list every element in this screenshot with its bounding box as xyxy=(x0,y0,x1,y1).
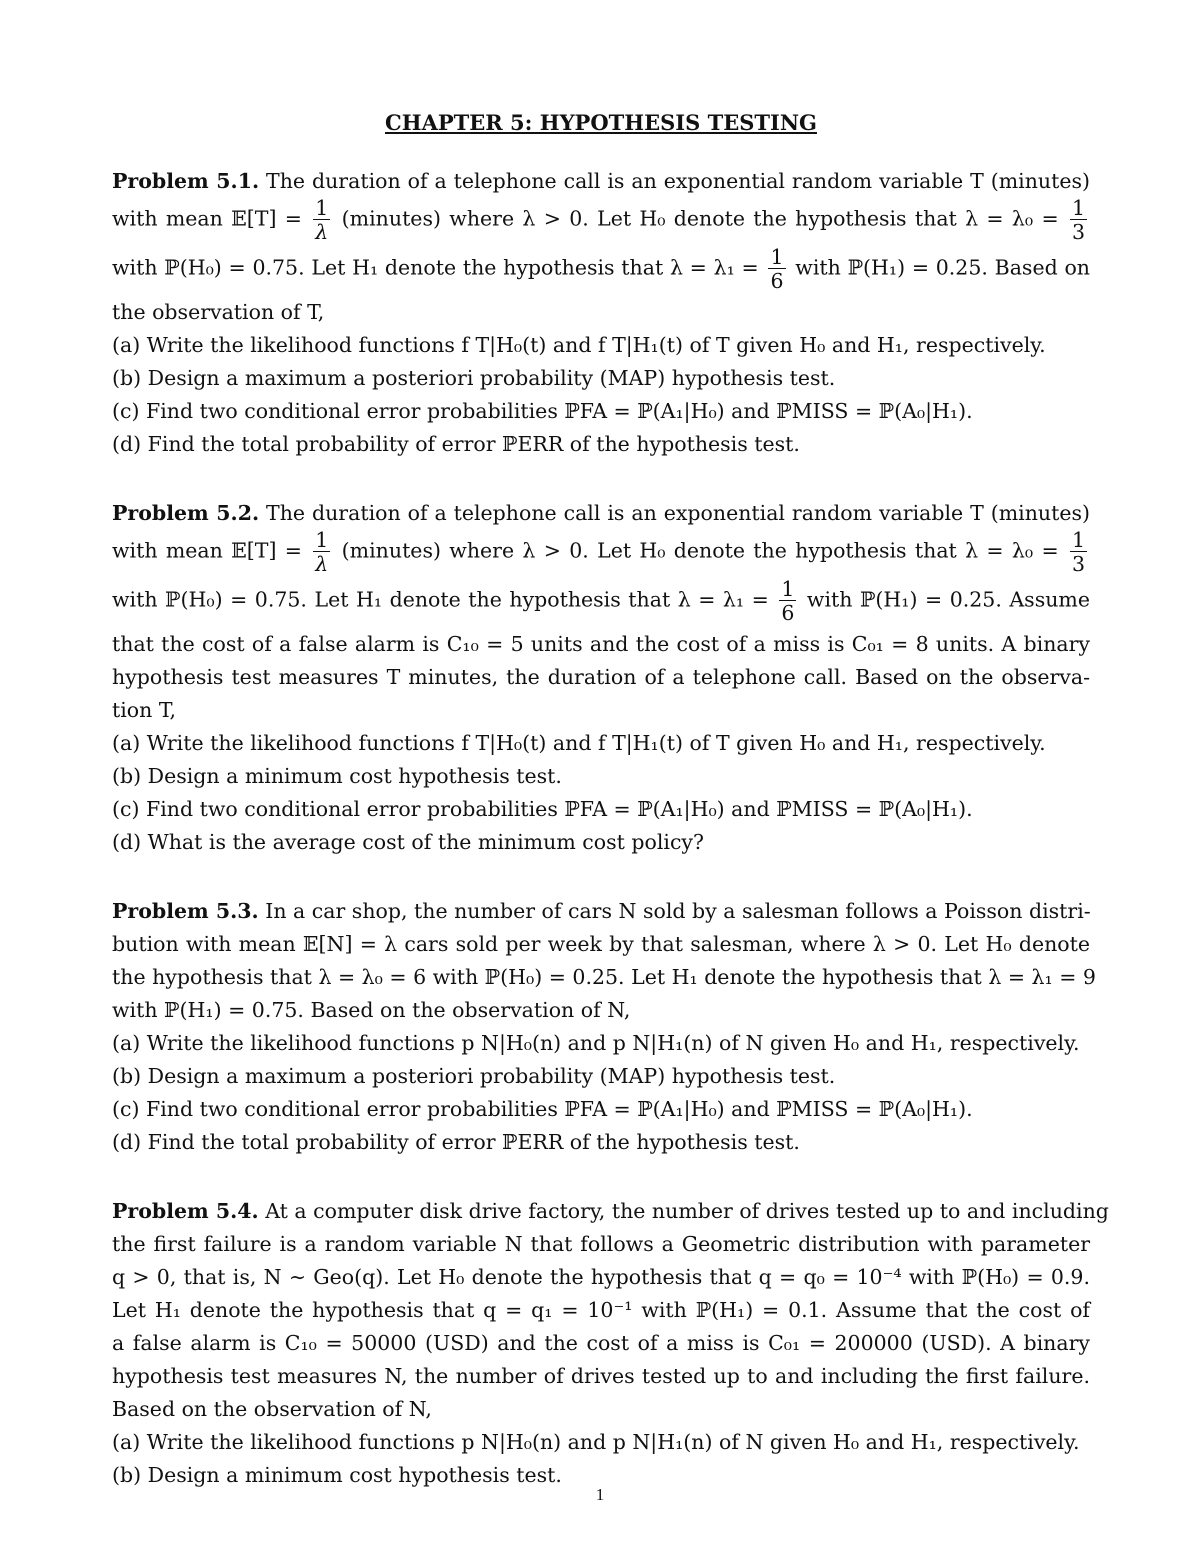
problem-part-a: (a) Write the likelihood functions f T|H₀(t) and f T|H₁(t) of T given H₀ and H₁, respectively. xyxy=(112,731,1046,755)
problem-text-line: a false alarm is C₁₀ = 50000 (USD) and the cost of a miss is C₀₁ = 200000 (USD). A binary xyxy=(112,1331,1090,1355)
problem-label: Problem 5.4. xyxy=(112,1199,259,1223)
problem-text: In a car shop, the number of cars N sold by a salesman follows a Poisson distri- xyxy=(265,899,1091,923)
fraction-lambda0 xyxy=(1070,530,1087,574)
problem-intro-line xyxy=(112,165,1090,198)
problem-text: with mean 𝔼[T] = xyxy=(112,206,302,231)
fraction-lambda0 xyxy=(1070,198,1087,242)
problem-part-a: (a) Write the likelihood functions f T|H₀(t) and f T|H₁(t) of T given H₀ and H₁, respectively. xyxy=(112,333,1046,357)
problem-intro-line xyxy=(112,1195,1109,1228)
chapter-title: CHAPTER 5: HYPOTHESIS TESTING xyxy=(385,110,817,135)
fraction-denominator: λ xyxy=(315,219,329,244)
fraction-denominator: 3 xyxy=(1071,551,1085,576)
problem-text-line: the first failure is a random variable N that follows a Geometric distribution with parameter xyxy=(112,1232,1090,1256)
problem-part-d: (d) Find the total probability of error ℙERR of the hypothesis test. xyxy=(112,1130,800,1154)
problem-text-line: q > 0, that is, N ∼ Geo(q). Let H₀ denote the hypothesis that q = q₀ = 10⁻⁴ with ℙ(H₀) = 0.9. xyxy=(112,1265,1090,1289)
problem-text-line: bution with mean 𝔼[N] = λ cars sold per week by that salesman, where λ > 0. Let H₀ denote xyxy=(112,932,1090,956)
problem-mean-line xyxy=(112,198,1090,247)
fraction-mean xyxy=(313,198,330,242)
problem-text-line: hypothesis test measures T minutes, the duration of a telephone call. Based on the observa- xyxy=(112,665,1090,689)
problem-part-a: (a) Write the likelihood functions p N|H₀(n) and p N|H₁(n) of N given H₀ and H₁, respectively. xyxy=(112,1430,1080,1454)
page-number: 1 xyxy=(595,1485,605,1504)
document-page xyxy=(112,110,1109,1528)
problem-text-line: the observation of T, xyxy=(112,300,325,324)
problem-part-b: (b) Design a minimum cost hypothesis test. xyxy=(112,1463,562,1487)
problem-label: Problem 5.3. xyxy=(112,899,259,923)
fraction-lambda1 xyxy=(768,247,785,291)
problem-text-line: hypothesis test measures N, the number of drives tested up to and including the first failure. xyxy=(112,1364,1090,1388)
problem-part-c: (c) Find two conditional error probabilities ℙFA = ℙ(A₁|H₀) and ℙMISS = ℙ(A₀|H₁). xyxy=(112,797,973,821)
problem-5-4 xyxy=(112,1195,1109,1492)
problem-text-line: with ℙ(H₁) = 0.75. Based on the observation of N, xyxy=(112,998,631,1022)
problem-text: The duration of a telephone call is an exponential random variable T (minutes) xyxy=(266,501,1090,525)
problem-5-3 xyxy=(112,895,1096,1159)
fraction-numerator: 1 xyxy=(1071,196,1085,220)
problem-text: with ℙ(H₁) = 0.25. Based on xyxy=(795,255,1090,280)
fraction-denominator: 6 xyxy=(781,600,795,625)
problem-text-line: the hypothesis that λ = λ₀ = 6 with ℙ(H₀) = 0.25. Let H₁ denote the hypothesis that λ = λ₁ = 9 xyxy=(112,965,1096,989)
problem-5-1 xyxy=(112,165,1090,461)
fraction-numerator: 1 xyxy=(781,577,795,601)
problem-part-b: (b) Design a maximum a posteriori probability (MAP) hypothesis test. xyxy=(112,1064,836,1088)
problem-text: At a computer disk drive factory, the number of drives tested up to and including xyxy=(265,1199,1109,1223)
problem-part-d: (d) Find the total probability of error ℙERR of the hypothesis test. xyxy=(112,432,800,456)
problem-intro-line xyxy=(112,895,1090,928)
fraction-numerator: 1 xyxy=(770,245,784,269)
fraction-lambda1 xyxy=(779,579,796,623)
problem-label: Problem 5.2. xyxy=(112,501,260,525)
problem-intro-line xyxy=(112,497,1090,530)
problem-prior-line xyxy=(112,579,1090,628)
fraction-mean xyxy=(313,530,330,574)
problem-text-line: Based on the observation of N, xyxy=(112,1397,432,1421)
problem-text: with ℙ(H₀) = 0.75. Let H₁ denote the hypothesis that λ = λ₁ = xyxy=(112,255,759,280)
problem-text: with ℙ(H₁) = 0.25. Assume xyxy=(806,587,1090,612)
fraction-numerator: 1 xyxy=(1071,528,1085,552)
problem-part-b: (b) Design a maximum a posteriori probability (MAP) hypothesis test. xyxy=(112,366,836,390)
problem-part-d: (d) What is the average cost of the minimum cost policy? xyxy=(112,830,705,854)
problem-part-c: (c) Find two conditional error probabilities ℙFA = ℙ(A₁|H₀) and ℙMISS = ℙ(A₀|H₁). xyxy=(112,399,973,423)
fraction-denominator: 6 xyxy=(770,268,784,293)
problem-label: Problem 5.1. xyxy=(112,169,260,193)
problem-text-line: Let H₁ denote the hypothesis that q = q₁ = 10⁻¹ with ℙ(H₁) = 0.1. Assume that the cost of xyxy=(112,1298,1090,1322)
problem-text: with mean 𝔼[T] = xyxy=(112,538,302,563)
problem-5-2 xyxy=(112,497,1090,859)
fraction-numerator: 1 xyxy=(315,196,329,220)
problem-text-line: tion T, xyxy=(112,698,177,722)
fraction-numerator: 1 xyxy=(315,528,329,552)
fraction-denominator: 3 xyxy=(1071,219,1085,244)
problem-part-b: (b) Design a minimum cost hypothesis test. xyxy=(112,764,562,788)
problem-text: The duration of a telephone call is an exponential random variable T (minutes) xyxy=(266,169,1090,193)
problem-part-a: (a) Write the likelihood functions p N|H₀(n) and p N|H₁(n) of N given H₀ and H₁, respectively. xyxy=(112,1031,1080,1055)
problem-text: (minutes) where λ > 0. Let H₀ denote the hypothesis that λ = λ₀ = xyxy=(341,206,1059,231)
problem-prior-line xyxy=(112,247,1090,296)
problem-text-line: that the cost of a false alarm is C₁₀ = 5 units and the cost of a miss is C₀₁ = 8 units. A binary xyxy=(112,632,1090,656)
problem-mean-line xyxy=(112,530,1090,579)
problem-text: (minutes) where λ > 0. Let H₀ denote the hypothesis that λ = λ₀ = xyxy=(341,538,1059,563)
problem-text: with ℙ(H₀) = 0.75. Let H₁ denote the hypothesis that λ = λ₁ = xyxy=(112,587,769,612)
fraction-denominator: λ xyxy=(315,551,329,576)
problem-part-c: (c) Find two conditional error probabilities ℙFA = ℙ(A₁|H₀) and ℙMISS = ℙ(A₀|H₁). xyxy=(112,1097,973,1121)
